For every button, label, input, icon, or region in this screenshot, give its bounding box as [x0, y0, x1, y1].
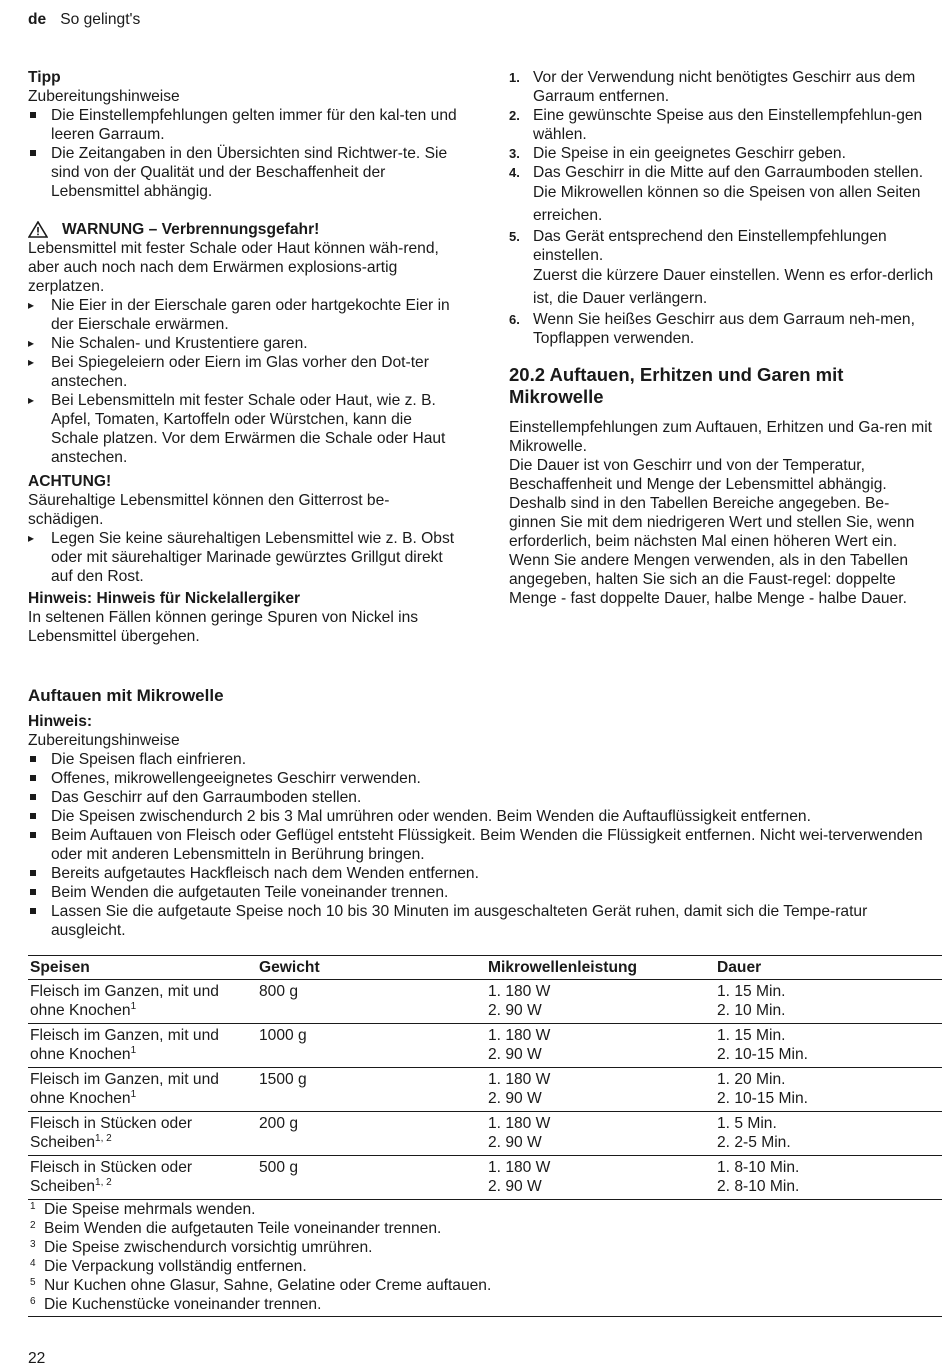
step-text: Das Gerät entsprechend den Einstellempfehlungen einstellen. — [533, 228, 887, 264]
power-step: 2. 90 W — [488, 1002, 542, 1019]
warning-title: WARNUNG – Verbrennungsgefahr! — [62, 221, 320, 238]
power-step: 2. 90 W — [488, 1134, 542, 1151]
duration-step: 2. 8-10 Min. — [717, 1178, 800, 1195]
food-name: Fleisch in Stücken oder Scheiben — [30, 1115, 193, 1151]
warning-list — [28, 296, 460, 467]
footnote-text: Die Speise mehrmals wenden. — [44, 1201, 256, 1218]
duration-cell — [715, 980, 942, 1024]
section-title: 20.2 Auftauen, Erhitzen und Garen mit Mikrowelle — [509, 364, 844, 407]
step-text: Die Speise in ein geeignetes Geschirr geben. — [533, 145, 846, 162]
power-cell — [486, 1156, 715, 1200]
page-number: 22 — [28, 1350, 46, 1367]
left-column — [28, 68, 460, 646]
step-number: 5. — [509, 229, 520, 244]
footnote-ref: 1 — [130, 1044, 137, 1056]
table-footnotes — [28, 1200, 942, 1317]
list-item: Beim Wenden die aufgetauten Teile voneinander trennen. — [28, 883, 942, 902]
duration-step: 2. 10-15 Min. — [717, 1090, 809, 1107]
table-row — [28, 980, 942, 1024]
table-row — [28, 1024, 942, 1068]
duration-cell — [715, 1156, 942, 1200]
step-number: 2. — [509, 108, 520, 123]
list-item: Die Einstellempfehlungen gelten immer für den kal-ten und leeren Garraum. — [28, 106, 460, 144]
food-cell — [28, 1112, 257, 1156]
duration-cell — [715, 1112, 942, 1156]
duration-step: 2. 2-5 Min. — [717, 1134, 791, 1151]
table-row — [28, 1068, 942, 1112]
duration-cell — [715, 1024, 942, 1068]
power-step: 1. 180 W — [488, 983, 551, 1000]
weight-cell: 500 g — [257, 1156, 486, 1200]
footnote-text: Die Verpackung vollständig entfernen. — [44, 1258, 307, 1275]
nickel-note-title: Hinweis: Hinweis für Nickelallergiker — [28, 590, 301, 607]
step-item — [509, 68, 934, 106]
warning-triangle-icon — [28, 221, 48, 238]
thaw-note-title: Hinweis: — [28, 713, 93, 730]
nickel-note-text: In seltenen Fällen können geringe Spuren von Nickel ins Lebensmittel übergehen. — [28, 609, 419, 645]
list-item: ▸ Nie Eier in der Eierschale garen oder hartgekochte Eier in der Eierschale erwärmen. — [28, 296, 460, 334]
footnote-ref: 1 — [130, 1088, 137, 1100]
table-row — [28, 1112, 942, 1156]
list-item: ▸ Nie Schalen- und Krustentiere garen. — [28, 334, 460, 353]
food-cell — [28, 1156, 257, 1200]
duration-step: 1. 8-10 Min. — [717, 1159, 800, 1176]
warning-heading — [28, 220, 460, 239]
caution-title: ACHTUNG! — [28, 473, 112, 490]
footnote-ref: 1 — [130, 1000, 137, 1012]
footnote-text: Die Kuchenstücke voneinander trennen. — [44, 1296, 322, 1313]
steps-list — [509, 68, 934, 348]
list-item: Beim Auftauen von Fleisch oder Geflügel entsteht Flüssigkeit. Beim Wenden die Flüssigkeit entfernen. Nicht wei-terverwenden oder mit anderen Lebensmitteln in Berührung bringen. — [28, 826, 942, 864]
footnote: 6 Die Kuchenstücke voneinander trennen. — [30, 1296, 322, 1313]
section-intro: Einstellempfehlungen zum Auftauen, Erhitzen und Ga-ren mit Mikrowelle. — [509, 419, 933, 455]
power-step: 1. 180 W — [488, 1071, 551, 1088]
list-item: Das Geschirr auf den Garraumboden stellen. — [28, 788, 942, 807]
thaw-section — [28, 686, 942, 1317]
food-cell — [28, 980, 257, 1024]
footnote-text: Die Speise zwischendurch vorsichtig umrühren. — [44, 1239, 373, 1256]
duration-step: 1. 20 Min. — [717, 1071, 786, 1088]
warning-text: Lebensmittel mit fester Schale oder Haut können wäh-rend, aber auch noch nach dem Erwärmen explosions-artig zerplatzen. — [28, 240, 439, 295]
duration-step: 1. 15 Min. — [717, 983, 786, 1000]
weight-cell: 1500 g — [257, 1068, 486, 1112]
column-header: Dauer — [715, 956, 942, 980]
thaw-title: Auftauen mit Mikrowelle — [28, 686, 224, 705]
step-number: 6. — [509, 312, 520, 327]
step-item — [509, 106, 934, 144]
power-step: 2. 90 W — [488, 1178, 542, 1195]
language-code: de — [28, 11, 47, 28]
list-item: Die Zeitangaben in den Übersichten sind Richtwer-te. Sie sind von der Qualität und der Beschaffenheit der Lebensmittel abhängig. — [28, 144, 460, 201]
list-item: Die Speisen flach einfrieren. — [28, 750, 942, 769]
power-cell — [486, 1024, 715, 1068]
step-number: 1. — [509, 70, 520, 85]
food-name: Fleisch im Ganzen, mit und ohne Knochen — [30, 1027, 219, 1063]
power-cell — [486, 1068, 715, 1112]
duration-step: 1. 5 Min. — [717, 1115, 777, 1132]
power-step: 1. 180 W — [488, 1159, 551, 1176]
tip-subtitle: Zubereitungshinweise — [28, 88, 180, 105]
thaw-note-subtitle: Zubereitungshinweise — [28, 732, 180, 749]
weight-cell: 800 g — [257, 980, 486, 1024]
column-header: Gewicht — [257, 956, 486, 980]
step-item — [509, 144, 934, 163]
power-step: 1. 180 W — [488, 1027, 551, 1044]
power-cell — [486, 980, 715, 1024]
step-number: 4. — [509, 165, 520, 180]
power-step: 2. 90 W — [488, 1090, 542, 1107]
footnote-text: Nur Kuchen ohne Glasur, Sahne, Gelatine oder Creme auftauen. — [44, 1277, 492, 1294]
caution-text: Säurehaltige Lebensmittel können den Gitterrost be-schädigen. — [28, 492, 390, 528]
header-title: So gelingt's — [60, 11, 141, 28]
list-item: Offenes, mikrowellengeeignetes Geschirr verwenden. — [28, 769, 942, 788]
food-name: Fleisch in Stücken oder Scheiben — [30, 1159, 193, 1195]
table-row — [28, 1156, 942, 1200]
footnote-text: Beim Wenden die aufgetauten Teile voneinander trennen. — [44, 1220, 442, 1237]
thaw-list — [28, 750, 942, 940]
footnote-ref: 1, 2 — [95, 1176, 112, 1188]
weight-cell: 1000 g — [257, 1024, 486, 1068]
step-item — [509, 227, 934, 310]
caution-list — [28, 529, 460, 586]
footnote: 4 Die Verpackung vollständig entfernen. — [30, 1258, 307, 1275]
list-item: ▸ Legen Sie keine säurehaltigen Lebensmittel wie z. B. Obst oder mit säurehaltiger Marinade gewürztes Grillgut direkt auf den Rost. — [28, 529, 460, 586]
page-header — [28, 10, 140, 29]
weight-cell: 200 g — [257, 1112, 486, 1156]
column-header: Mikrowellenleistung — [486, 956, 715, 980]
footnote-ref: 1, 2 — [95, 1132, 112, 1144]
footnote: 3 Die Speise zwischendurch vorsichtig umrühren. — [30, 1239, 373, 1256]
step-result: Die Mikrowellen können so die Speisen von allen Seiten erreichen. — [533, 184, 921, 224]
step-text: Eine gewünschte Speise aus den Einstellempfehlun-gen wählen. — [533, 107, 923, 143]
table-header-row — [28, 956, 942, 980]
step-text: Das Geschirr in die Mitte auf den Garraumboden stellen. — [533, 164, 924, 181]
column-header: Speisen — [28, 956, 257, 980]
duration-step: 2. 10 Min. — [717, 1002, 786, 1019]
food-cell — [28, 1068, 257, 1112]
power-step: 2. 90 W — [488, 1046, 542, 1063]
right-column — [509, 68, 934, 608]
food-name: Fleisch im Ganzen, mit und ohne Knochen — [30, 983, 219, 1019]
footnote: 2 Beim Wenden die aufgetauten Teile voneinander trennen. — [30, 1220, 442, 1237]
tip-list — [28, 106, 460, 201]
step-text: Vor der Verwendung nicht benötigtes Geschirr aus dem Garraum entfernen. — [533, 69, 916, 105]
step-item — [509, 310, 934, 348]
food-cell — [28, 1024, 257, 1068]
footnote: 1 Die Speise mehrmals wenden. — [30, 1201, 256, 1218]
step-item — [509, 163, 934, 227]
list-item: Die Speisen zwischendurch 2 bis 3 Mal umrühren oder wenden. Beim Wenden die Auftauflüssigkeit entfernen. — [28, 807, 942, 826]
duration-cell — [715, 1068, 942, 1112]
step-text: Wenn Sie heißes Geschirr aus dem Garraum neh-men, Topflappen verwenden. — [533, 311, 915, 347]
footnote: 5 Nur Kuchen ohne Glasur, Sahne, Gelatine oder Creme auftauen. — [30, 1277, 492, 1294]
food-name: Fleisch im Ganzen, mit und ohne Knochen — [30, 1071, 219, 1107]
section-body: Die Dauer ist von Geschirr und von der Temperatur, Beschaffenheit und Menge der Lebensmittel abhängig. Deshalb sind in den Tabellen Bereiche angegeben. Be-ginnen Sie mit dem niedrigeren Wert und stellen Sie, wenn erforderlich, beim nächsten Mal einen höheren Wert ein. Wenn Sie andere Mengen verwenden, als in den Tabellen angegeben, halten Sie sich an die Faust-regel: doppelte Menge - fast doppelte Dauer, halbe Menge - halbe Dauer. — [509, 457, 915, 607]
list-item: Bereits aufgetautes Hackfleisch nach dem Wenden entfernen. — [28, 864, 942, 883]
duration-step: 2. 10-15 Min. — [717, 1046, 809, 1063]
tip-title: Tipp — [28, 69, 61, 86]
step-result: Zuerst die kürzere Dauer einstellen. Wenn es erfor-derlich ist, die Dauer verlängern. — [533, 267, 934, 307]
power-cell — [486, 1112, 715, 1156]
power-step: 1. 180 W — [488, 1115, 551, 1132]
list-item: ▸ Bei Lebensmitteln mit fester Schale oder Haut, wie z. B. Apfel, Tomaten, Kartoffeln oder Würstchen, kann die Schale platzen. Vor dem Erwärmen die Schale oder Haut anstechen. — [28, 391, 460, 467]
list-item: Lassen Sie die aufgetaute Speise noch 10 bis 30 Minuten im ausgeschalteten Gerät ruhen, damit sich die Tempe-ratur ausgleicht. — [28, 902, 942, 940]
step-number: 3. — [509, 146, 520, 161]
list-item: ▸ Bei Spiegeleiern oder Eiern im Glas vorher den Dot-ter anstechen. — [28, 353, 460, 391]
thaw-table — [28, 955, 942, 1200]
duration-step: 1. 15 Min. — [717, 1027, 786, 1044]
